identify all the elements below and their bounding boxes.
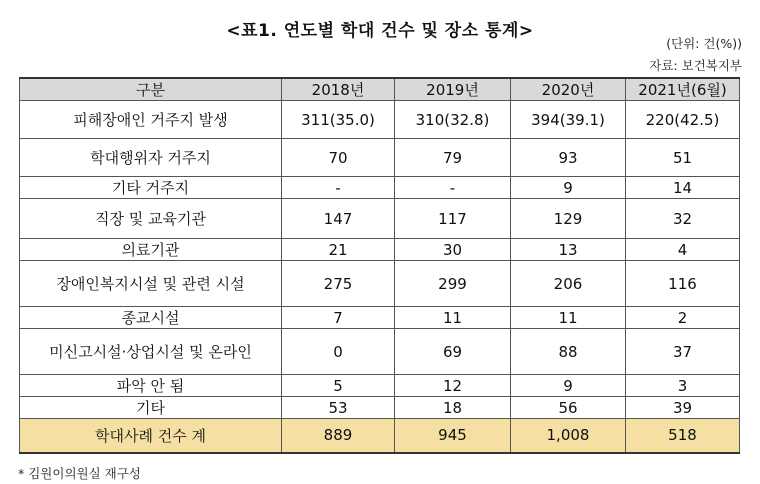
table-cell: 310(32.8) <box>395 101 511 139</box>
table-cell: 30 <box>395 239 511 261</box>
table-cell: 0 <box>282 329 395 375</box>
table-row <box>20 307 740 329</box>
header-2018: 2018년 <box>282 78 395 101</box>
table-cell: 53 <box>282 397 395 419</box>
table-cell: 147 <box>282 199 395 239</box>
table-cell: 18 <box>395 397 511 419</box>
row-label: 직장 및 교육기관 <box>20 199 282 239</box>
table-cell: 4 <box>626 239 740 261</box>
table-cell: 117 <box>395 199 511 239</box>
table-cell: - <box>395 177 511 199</box>
table-cell: 11 <box>511 307 626 329</box>
table-cell: 39 <box>626 397 740 419</box>
statistics-table <box>19 77 740 454</box>
table-row <box>20 329 740 375</box>
header-2021: 2021년(6월) <box>626 78 740 101</box>
table-cell: 9 <box>511 177 626 199</box>
table-row <box>20 261 740 307</box>
row-label: 미신고시설·상업시설 및 온라인 <box>20 329 282 375</box>
table-cell: 21 <box>282 239 395 261</box>
row-label: 기타 <box>20 397 282 419</box>
table-cell: 9 <box>511 375 626 397</box>
table-cell: 3 <box>626 375 740 397</box>
table-cell: 129 <box>511 199 626 239</box>
table-cell: 70 <box>282 139 395 177</box>
table-cell: 93 <box>511 139 626 177</box>
table-row <box>20 139 740 177</box>
total-cell: 945 <box>395 419 511 453</box>
header-2020: 2020년 <box>511 78 626 101</box>
total-label: 학대사례 건수 계 <box>20 419 282 453</box>
table-cell: 394(39.1) <box>511 101 626 139</box>
row-label: 의료기관 <box>20 239 282 261</box>
footnote: * 김원이의원실 재구성 <box>18 466 141 481</box>
row-label: 파악 안 됨 <box>20 375 282 397</box>
table-cell: 88 <box>511 329 626 375</box>
table-cell: 311(35.0) <box>282 101 395 139</box>
total-cell: 518 <box>626 419 740 453</box>
table-cell: 14 <box>626 177 740 199</box>
table-row <box>20 375 740 397</box>
table-cell: 11 <box>395 307 511 329</box>
table-cell: 206 <box>511 261 626 307</box>
header-row <box>20 78 740 101</box>
table-cell: 32 <box>626 199 740 239</box>
table-cell: 2 <box>626 307 740 329</box>
table-cell: 51 <box>626 139 740 177</box>
table-cell: 37 <box>626 329 740 375</box>
row-label: 학대행위자 거주지 <box>20 139 282 177</box>
table-cell: 12 <box>395 375 511 397</box>
table-cell: 56 <box>511 397 626 419</box>
row-label: 기타 거주지 <box>20 177 282 199</box>
total-cell: 1,008 <box>511 419 626 453</box>
total-cell: 889 <box>282 419 395 453</box>
table-cell: 299 <box>395 261 511 307</box>
table-row <box>20 239 740 261</box>
table-cell: 5 <box>282 375 395 397</box>
source-note: 자료: 보건복지부 <box>649 58 742 73</box>
total-row <box>20 419 740 453</box>
row-label: 장애인복지시설 및 관련 시설 <box>20 261 282 307</box>
table-cell: 13 <box>511 239 626 261</box>
table-cell: 7 <box>282 307 395 329</box>
table-cell: 79 <box>395 139 511 177</box>
unit-note: (단위: 건(%)) <box>666 36 742 51</box>
table-cell: 116 <box>626 261 740 307</box>
table-row <box>20 199 740 239</box>
table-title: <표1. 연도별 학대 건수 및 장소 통계> <box>226 21 534 41</box>
table-row <box>20 397 740 419</box>
header-2019: 2019년 <box>395 78 511 101</box>
table-cell: 275 <box>282 261 395 307</box>
header-category: 구분 <box>20 78 282 101</box>
table-cell: - <box>282 177 395 199</box>
table-row <box>20 101 740 139</box>
row-label: 종교시설 <box>20 307 282 329</box>
row-label: 피해장애인 거주지 발생 <box>20 101 282 139</box>
table-cell: 69 <box>395 329 511 375</box>
table-row <box>20 177 740 199</box>
table-cell: 220(42.5) <box>626 101 740 139</box>
